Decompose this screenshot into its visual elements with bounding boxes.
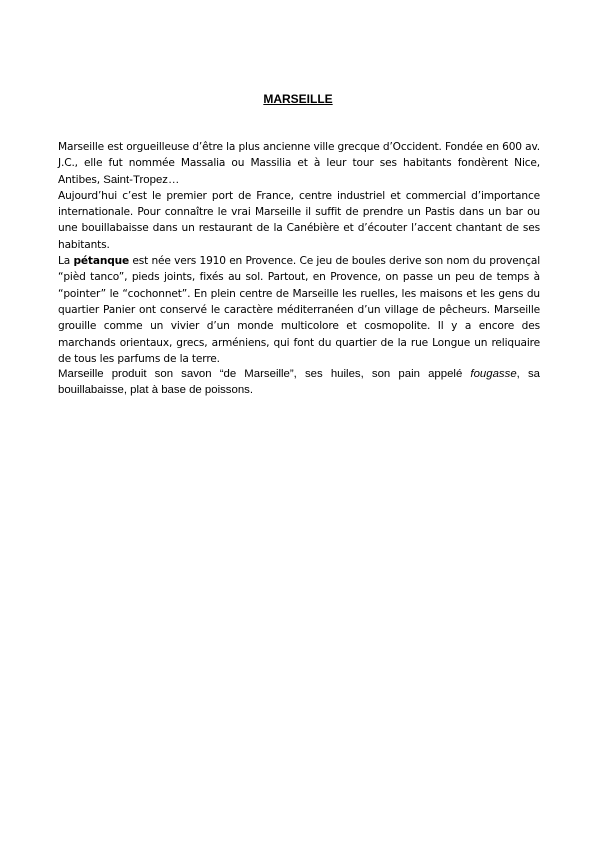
paragraph-products xyxy=(58,367,540,398)
fougasse-term: fougasse xyxy=(470,368,517,381)
paragraph-port: Aujourd’hui c’est le premier port de France, centre industriel et commercial d’importance internationale. Pour connaître le vrai Marseille il suffit de prendre un Pastis dans un bar ou une bouillabaisse dans un restaurant de la Canébière et d’écouter l’accent chantant de ses habitants. xyxy=(58,189,540,251)
paragraph-petanque-before: La xyxy=(58,255,74,268)
page-title: MARSEILLE xyxy=(263,92,333,106)
paragraph-products-after: , sa bouillabaisse, plat à base de poissons. xyxy=(58,368,540,396)
petanque-term: pétanque xyxy=(73,255,130,268)
paragraph-petanque xyxy=(58,253,540,367)
paragraph-history xyxy=(58,139,540,188)
paragraph-petanque-after: est née vers 1910 en Provence. Ce jeu de boules derive son nom du provençal “pièd tanco”, pieds joints, fixés au sol. Partout, en Provence, on passe un peu de temps à “pointer” le “cochonnet”. En plein centre de Marseille les ruelles, les maisons et les gens du quartier Panier ont conservé le caractère méditerranéen d’un village de pêcheurs. Marseille grouille comme un vivier d’un monde multicolore et cosmopolite. Il y a encore des marchands orientaux, grecs, arméniens, qui font du quartier de la rue Longue un reliquaire de tous les parfums de la terre. xyxy=(58,255,541,365)
paragraph-history-tail: Saint-Tropez… xyxy=(103,173,180,186)
paragraph-history-text: Marseille est orgueilleuse d’être la plus ancienne ville grecque d’Occident. Fondée en 600 av. J.C., elle fut nommée Massalia ou Massilia et à leur tour ses habitants fondèrent Nice, Antibes, xyxy=(58,141,540,186)
document-body xyxy=(58,139,540,398)
paragraph-products-before: Marseille produit son savon “de Marseille”, ses huiles, son pain appelé xyxy=(58,368,471,381)
